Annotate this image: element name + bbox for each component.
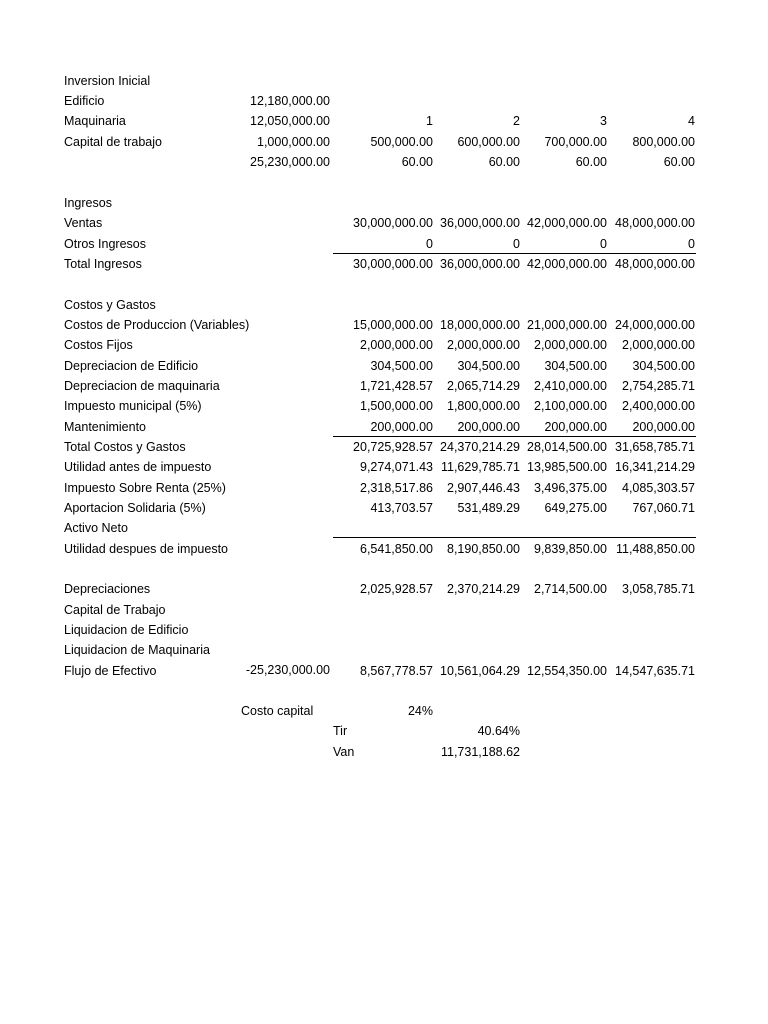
row-value: 531,489.29 — [457, 501, 520, 515]
capital-label: Capital de trabajo — [64, 135, 162, 149]
year-header: 1 — [426, 114, 433, 128]
row-value: 1,721,428.57 — [360, 379, 433, 393]
row-value: 24,000,000.00 — [615, 318, 695, 332]
row-value: 2,065,714.29 — [447, 379, 520, 393]
row-value: 14,547,635.71 — [615, 664, 695, 678]
row-value: 30,000,000.00 — [353, 216, 433, 230]
row-value: 2,318,517.86 — [360, 481, 433, 495]
costo-capital-label: Costo capital — [241, 704, 314, 718]
row-value: 8,190,850.00 — [447, 542, 520, 556]
capital-value: 1,000,000.00 — [257, 135, 330, 149]
row-value: 9,839,850.00 — [534, 542, 607, 556]
row-label: Depreciacion de maquinaria — [64, 379, 220, 393]
row-value: 413,703.57 — [370, 501, 433, 515]
row-value: 2,714,500.00 — [534, 582, 607, 596]
total-ingresos-rule — [333, 253, 696, 254]
row-value: 21,000,000.00 — [527, 318, 607, 332]
row-label: Costos Fijos — [64, 338, 133, 352]
aux-value: 60.00 — [575, 155, 607, 169]
aux-value: 60.00 — [663, 155, 695, 169]
row-value: 200,000.00 — [544, 420, 607, 434]
total-costos-rule — [333, 436, 696, 437]
row-value: 48,000,000.00 — [615, 216, 695, 230]
row-value: 2,100,000.00 — [534, 399, 607, 413]
row-value: 36,000,000.00 — [440, 257, 520, 271]
row-value: 11,488,850.00 — [615, 542, 695, 556]
edificio-label: Edificio — [64, 94, 105, 108]
row-value: 18,000,000.00 — [440, 318, 520, 332]
van-value: 11,731,188.62 — [440, 745, 520, 759]
utilidad-rule — [333, 537, 696, 538]
year-header: 4 — [688, 114, 695, 128]
van-label: Van — [333, 745, 355, 759]
row-value: 2,370,214.29 — [447, 582, 520, 596]
row-label: Liquidacion de Edificio — [64, 623, 189, 637]
row-value: 13,985,500.00 — [527, 460, 607, 474]
row-value: 1,500,000.00 — [360, 399, 433, 413]
row-value: 304,500.00 — [457, 359, 520, 373]
row-label: Mantenimiento — [64, 420, 146, 434]
maquinaria-label: Maquinaria — [64, 114, 126, 128]
row-value: 0 — [600, 237, 607, 251]
row-label: Liquidacion de Maquinaria — [64, 643, 210, 657]
row-value: 2,000,000.00 — [622, 338, 695, 352]
row-value: 12,554,350.00 — [527, 664, 607, 678]
row-label: Impuesto municipal (5%) — [64, 399, 202, 413]
row-label: Capital de Trabajo — [64, 603, 166, 617]
row-value: 649,275.00 — [544, 501, 607, 515]
edificio-value: 12,180,000.00 — [250, 94, 330, 108]
row-label: Utilidad despues de impuesto — [64, 542, 228, 556]
row-value: 28,014,500.00 — [527, 440, 607, 454]
row-value: 200,000.00 — [457, 420, 520, 434]
capital-trabajo-year: 500,000.00 — [370, 135, 433, 149]
row-value: 304,500.00 — [544, 359, 607, 373]
row-value: 2,400,000.00 — [622, 399, 695, 413]
maquinaria-value: 12,050,000.00 — [250, 114, 330, 128]
capital-trabajo-year: 600,000.00 — [457, 135, 520, 149]
aux-value: 60.00 — [401, 155, 433, 169]
row-value: 0 — [426, 237, 433, 251]
capital-trabajo-year: 800,000.00 — [632, 135, 695, 149]
row-value: 767,060.71 — [632, 501, 695, 515]
row-value: 16,341,214.29 — [615, 460, 695, 474]
year-header: 2 — [513, 114, 520, 128]
row-label: Costos y Gastos — [64, 298, 156, 312]
row-value: 20,725,928.57 — [353, 440, 433, 454]
row-value: 200,000.00 — [632, 420, 695, 434]
row-value: 2,907,446.43 — [447, 481, 520, 495]
row-value: 42,000,000.00 — [527, 216, 607, 230]
row-label: Utilidad antes de impuesto — [64, 460, 212, 474]
row-label: Impuesto Sobre Renta (25%) — [64, 481, 226, 495]
row-value: 0 — [688, 237, 695, 251]
year-header: 3 — [600, 114, 607, 128]
capital-trabajo-year: 700,000.00 — [544, 135, 607, 149]
row-value: 2,754,285.71 — [622, 379, 695, 393]
row-value: 3,058,785.71 — [622, 582, 695, 596]
row-value: 30,000,000.00 — [353, 257, 433, 271]
row-value: 10,561,064.29 — [440, 664, 520, 678]
row-value: 48,000,000.00 — [615, 257, 695, 271]
row-value: 15,000,000.00 — [353, 318, 433, 332]
row-value: 8,567,778.57 — [360, 664, 433, 678]
row-value: 2,025,928.57 — [360, 582, 433, 596]
row-value: 200,000.00 — [370, 420, 433, 434]
row-value: 304,500.00 — [370, 359, 433, 373]
aux-value: 60.00 — [488, 155, 520, 169]
row-value: 304,500.00 — [632, 359, 695, 373]
row-label: Activo Neto — [64, 521, 128, 535]
row-label: Ingresos — [64, 196, 112, 210]
row-label: Flujo de Efectivo — [64, 664, 157, 678]
inversion-title: Inversion Inicial — [64, 74, 151, 88]
row-label: Otros Ingresos — [64, 237, 146, 251]
row-label: Total Ingresos — [64, 257, 142, 271]
row-value: 36,000,000.00 — [440, 216, 520, 230]
row-value: 6,541,850.00 — [360, 542, 433, 556]
row-label: Ventas — [64, 216, 103, 230]
row-label: Costos de Produccion (Variables) — [64, 318, 250, 332]
row-value: 24,370,214.29 — [440, 440, 520, 454]
row-value: 2,000,000.00 — [447, 338, 520, 352]
row-value: 3,496,375.00 — [534, 481, 607, 495]
tir-label: Tir — [333, 724, 348, 738]
inversion-total: 25,230,000.00 — [250, 155, 330, 169]
row-label: Depreciaciones — [64, 582, 151, 596]
tir-value: 40.64% — [477, 724, 520, 738]
row-label: Total Costos y Gastos — [64, 440, 186, 454]
row-value: 2,410,000.00 — [534, 379, 607, 393]
row-value: 31,658,785.71 — [615, 440, 695, 454]
row-value: 11,629,785.71 — [440, 460, 520, 474]
row-value: 42,000,000.00 — [527, 257, 607, 271]
row-value: 2,000,000.00 — [360, 338, 433, 352]
row-value: 1,800,000.00 — [447, 399, 520, 413]
row-label: Aportacion Solidaria (5%) — [64, 501, 206, 515]
row-value: 4,085,303.57 — [622, 481, 695, 495]
row-value: 2,000,000.00 — [534, 338, 607, 352]
row-label: Depreciacion de Edificio — [64, 359, 199, 373]
row-value: 9,274,071.43 — [360, 460, 433, 474]
row-value: 0 — [513, 237, 520, 251]
costo-capital-value: 24% — [407, 704, 433, 718]
flujo-year0: -25,230,000.00 — [245, 663, 330, 677]
